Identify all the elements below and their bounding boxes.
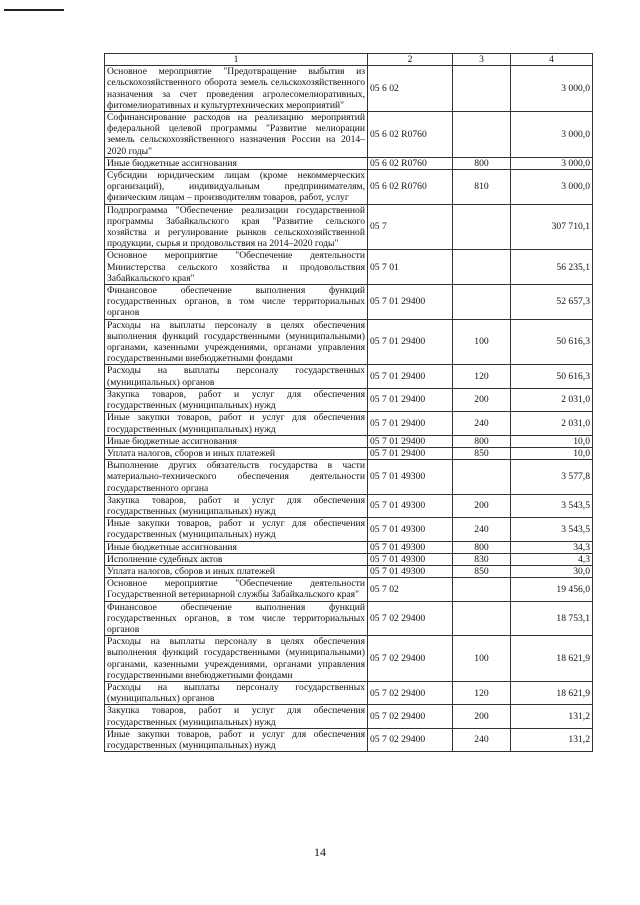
row-expense-type: 810: [453, 170, 511, 205]
table-row: [105, 494, 593, 517]
row-name: Основное мероприятие "Обеспечение деятельности Государственной ветеринарной службы Забайкальского края": [105, 578, 368, 601]
header-col-name: 1: [105, 54, 368, 66]
row-code: 05 7 01: [368, 250, 453, 285]
row-sum: 19 456,0: [511, 578, 593, 601]
row-name: Закупка товаров, работ и услуг для обеспечения государственных (муниципальных) нужд: [105, 388, 368, 411]
row-expense-type: [453, 285, 511, 320]
scan-edge-line: [4, 9, 64, 11]
table-row: [105, 157, 593, 169]
table-row: [105, 250, 593, 285]
row-code: 05 7 01 29400: [368, 319, 453, 365]
row-code: 05 7 01 29400: [368, 447, 453, 459]
table-row: [105, 460, 593, 495]
row-code: 05 7 01 29400: [368, 435, 453, 447]
row-code: 05 7 02: [368, 578, 453, 601]
table-row: [105, 636, 593, 682]
row-code: 05 6 02 R0760: [368, 157, 453, 169]
row-name: Расходы на выплаты персоналу государственных (муниципальных) органов: [105, 365, 368, 388]
table-row: [105, 388, 593, 411]
row-sum: 30,0: [511, 565, 593, 577]
row-code: 05 6 02 R0760: [368, 112, 453, 158]
row-expense-type: 100: [453, 319, 511, 365]
row-name: Закупка товаров, работ и услуг для обеспечения государственных (муниципальных) нужд: [105, 705, 368, 728]
row-name: Основное мероприятие "Обеспечение деятельности Министерства сельского хозяйства и продовольствия Забайкальского края": [105, 250, 368, 285]
row-code: 05 7 02 29400: [368, 705, 453, 728]
table-row: [105, 565, 593, 577]
row-sum: 18 621,9: [511, 636, 593, 682]
row-sum: 3 000,0: [511, 157, 593, 169]
row-code: 05 7: [368, 204, 453, 250]
row-code: 05 6 02 R0760: [368, 170, 453, 205]
table-row: [105, 435, 593, 447]
row-expense-type: [453, 204, 511, 250]
row-code: 05 7 01 49300: [368, 518, 453, 541]
row-sum: 4,3: [511, 553, 593, 565]
row-name: Исполнение судебных актов: [105, 553, 368, 565]
row-code: 05 7 01 49300: [368, 565, 453, 577]
table-row: [105, 578, 593, 601]
row-expense-type: [453, 66, 511, 112]
row-code: 05 7 01 49300: [368, 541, 453, 553]
table-row: [105, 447, 593, 459]
row-name: Иные бюджетные ассигнования: [105, 435, 368, 447]
row-expense-type: 830: [453, 553, 511, 565]
row-code: 05 7 01 49300: [368, 494, 453, 517]
page-number: 14: [314, 845, 326, 859]
row-name: Основное мероприятие "Предотвращение выбытия из сельскохозяйственного оборота земель сельскохозяйственного назначения за счет проведения агролесомелиоративных, фитомелиоративных и культуртехнических мероприятий": [105, 66, 368, 112]
row-sum: 3 577,8: [511, 460, 593, 495]
row-sum: 50 616,3: [511, 365, 593, 388]
table-row: [105, 412, 593, 435]
row-expense-type: 800: [453, 435, 511, 447]
header-col-code: 2: [368, 54, 453, 66]
row-name: Подпрограмма "Обеспечение реализации государственной программы Забайкальского края "Развитие сельского хозяйства и регулирование рынков сельскохозяйственной продукции, сырья и продовольствия на 2014–2020 годы": [105, 204, 368, 250]
table-row: [105, 112, 593, 158]
row-code: 05 7 02 29400: [368, 601, 453, 636]
row-sum: 131,2: [511, 705, 593, 728]
row-sum: 50 616,3: [511, 319, 593, 365]
row-expense-type: 850: [453, 565, 511, 577]
row-expense-type: [453, 460, 511, 495]
row-code: 05 7 01 49300: [368, 460, 453, 495]
table-row: [105, 204, 593, 250]
row-name: Финансовое обеспечение выполнения функций государственных органов, в том числе территориальных органов: [105, 285, 368, 320]
row-expense-type: 200: [453, 388, 511, 411]
row-code: 05 7 02 29400: [368, 681, 453, 704]
row-expense-type: [453, 250, 511, 285]
row-sum: 34,3: [511, 541, 593, 553]
row-sum: 10,0: [511, 447, 593, 459]
row-sum: 52 657,3: [511, 285, 593, 320]
row-sum: 307 710,1: [511, 204, 593, 250]
row-name: Софинансирование расходов на реализацию мероприятий федеральной целевой программы "Развитие мелиорации земель сельскохозяйственного назначения России на 2014–2020 годы": [105, 112, 368, 158]
table-row: [105, 705, 593, 728]
row-name: Иные бюджетные ассигнования: [105, 157, 368, 169]
row-name: Финансовое обеспечение выполнения функций государственных органов, в том числе территориальных органов: [105, 601, 368, 636]
row-sum: 3 543,5: [511, 494, 593, 517]
table-row: [105, 170, 593, 205]
table-row: [105, 518, 593, 541]
row-expense-type: 800: [453, 541, 511, 553]
row-sum: 3 000,0: [511, 112, 593, 158]
row-expense-type: 100: [453, 636, 511, 682]
row-expense-type: 240: [453, 728, 511, 751]
row-expense-type: [453, 578, 511, 601]
row-expense-type: 120: [453, 365, 511, 388]
row-sum: 3 000,0: [511, 66, 593, 112]
row-sum: 2 031,0: [511, 388, 593, 411]
row-code: 05 7 01 29400: [368, 412, 453, 435]
table-header: [105, 54, 593, 66]
row-expense-type: 800: [453, 157, 511, 169]
row-sum: 2 031,0: [511, 412, 593, 435]
row-expense-type: [453, 601, 511, 636]
header-col-sum: 4: [511, 54, 593, 66]
row-sum: 56 235,1: [511, 250, 593, 285]
row-sum: 18 753,1: [511, 601, 593, 636]
row-name: Расходы на выплаты персоналу в целях обеспечения выполнения функций государственными (муниципальными) органами, казенными учреждениями, органами управления государственными внебюджетными фондами: [105, 636, 368, 682]
table-row: [105, 319, 593, 365]
row-name: Иные закупки товаров, работ и услуг для обеспечения государственных (муниципальных) нужд: [105, 412, 368, 435]
header-row: [105, 54, 593, 66]
row-code: 05 7 01 49300: [368, 553, 453, 565]
row-name: Расходы на выплаты персоналу государственных (муниципальных) органов: [105, 681, 368, 704]
row-sum: 131,2: [511, 728, 593, 751]
row-name: Уплата налогов, сборов и иных платежей: [105, 565, 368, 577]
table-row: [105, 365, 593, 388]
row-name: Расходы на выплаты персоналу в целях обеспечения выполнения функций государственными (муниципальными) органами, казенными учреждениями, органами управления государственными внебюджетными фондами: [105, 319, 368, 365]
table-row: [105, 601, 593, 636]
row-sum: 18 621,9: [511, 681, 593, 704]
header-col-vr: 3: [453, 54, 511, 66]
row-sum: 3 543,5: [511, 518, 593, 541]
row-code: 05 7 01 29400: [368, 285, 453, 320]
table-body: [105, 66, 593, 752]
row-code: 05 7 01 29400: [368, 365, 453, 388]
row-code: 05 7 02 29400: [368, 636, 453, 682]
row-name: Выполнение других обязательств государства в части материально-технического обеспечения деятельности государственного органа: [105, 460, 368, 495]
row-code: 05 7 01 29400: [368, 388, 453, 411]
row-name: Уплата налогов, сборов и иных платежей: [105, 447, 368, 459]
row-expense-type: 120: [453, 681, 511, 704]
row-name: Иные бюджетные ассигнования: [105, 541, 368, 553]
row-expense-type: [453, 112, 511, 158]
row-sum: 3 000,0: [511, 170, 593, 205]
row-expense-type: 240: [453, 412, 511, 435]
row-name: Закупка товаров, работ и услуг для обеспечения государственных (муниципальных) нужд: [105, 494, 368, 517]
table-row: [105, 285, 593, 320]
row-name: Иные закупки товаров, работ и услуг для обеспечения государственных (муниципальных) нужд: [105, 728, 368, 751]
row-expense-type: 850: [453, 447, 511, 459]
row-expense-type: 200: [453, 494, 511, 517]
table-row: [105, 728, 593, 751]
budget-table: [104, 53, 593, 752]
row-code: 05 7 02 29400: [368, 728, 453, 751]
row-sum: 10,0: [511, 435, 593, 447]
row-expense-type: 240: [453, 518, 511, 541]
table-row: [105, 541, 593, 553]
table-row: [105, 553, 593, 565]
row-name: Иные закупки товаров, работ и услуг для обеспечения государственных (муниципальных) нужд: [105, 518, 368, 541]
table-row: [105, 681, 593, 704]
row-expense-type: 200: [453, 705, 511, 728]
table-row: [105, 66, 593, 112]
row-code: 05 6 02: [368, 66, 453, 112]
row-name: Субсидии юридическим лицам (кроме некоммерческих организаций), индивидуальным предпринимателям, физическим лицам – производителям товаров, работ, услуг: [105, 170, 368, 205]
